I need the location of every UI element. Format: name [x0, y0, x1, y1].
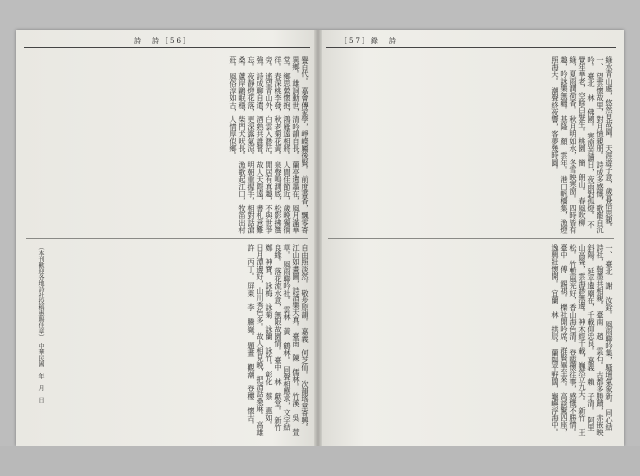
- left-header-rule: [24, 47, 310, 48]
- left-page: [16, 30, 318, 446]
- right-upper-text: 綠水青山處，悠然見故園。 天涯遊子意，歲暮倍思親。 一、 望雲懷故里，對月憶親朋。 詩成多感慨，歌罷自沉吟。 臺北 林 佛國。 寒窗苦讀日，夜雨對孤燈。 不覺年華老，空餘白髮生。 桃園 簡 朗山。 春風吹柳綠，夏雨潤荷香。 秋月明如水，冬雪映寒窗。 四時皆有趣，吟詠樂無疆。 基隆 顏 雲年。 港口帆檣集，漁燈照海天。 潮聲終夜響，客夢幾時圓。: [551, 56, 614, 234]
- left-upper-text: 譽百代。 嘉會傳家學，崢嶸屬後賢。 前度書香，飄零寄異鄉。 雄詞動世，清吟韻自長。 蘭亭遺墨在，風月滿華堂。 鄉思縈懷抱，鴻雁遠相將。 人間佳節近，歲晚獨徜徉。 春深桃李發，秋老菊花黃。 泉聲鳴澗底，松影拂簷旁。 遙望青山外，白雲入渺茫。 閒居有真趣，不與世爭強。 詩成聊自遣，酒熟共誰嘗。 故人天際遠，書札意難忘。 夜靜燈花落，更深露氣涼。 明朝重握手，相對話滄桑。 蘆岸鷗眠穩，柴門犬吠長。 漁歌起江口，牧笛出村莊。 風俗淳如古，人情厚似鄉。: [229, 56, 310, 234]
- left-page-header: 詩 詩［56］: [134, 37, 192, 45]
- left-footer-note: （本刊歡迎各地詩社投稿惠賜佳章） 中華民國 年 月 日: [37, 244, 44, 403]
- right-header-rule: [326, 47, 616, 48]
- right-divider: [328, 238, 614, 239]
- left-divider: [26, 238, 308, 239]
- book-gutter: [314, 30, 322, 446]
- right-page-header: ［57］錄 詩: [340, 37, 398, 45]
- right-lower-text: 一、 臺北 謝 汝銓。 風雨聯吟集，騷壇氣象新。 同心結詩社，翰墨共相親。 臺南 趙 雲石。 古都多勝蹟，赤嵌映斜陽。 延平遺廟在，千載仰忠良。 嘉義 賴 子清。 阿里山高聳，雲海渺無邊。 神木經千載，巍然立九天。 新竹 王 松。 竹塹風光好，香山海色清。 登臨懷往事，感慨不勝情。 臺中 傅 錫祺。 櫟社開吟席，群賢畢至來。 高談驚四座，逸興壯懷開。 宜蘭 林 拱辰。 蘭陽平野闊，龜嶼浮海中。: [551, 244, 614, 443]
- left-lower-text: 自由照淡然。 敬步原韻。 嘉義 何芝仙。 次韻瑤章寄興。 江山如畫圖，詩酒樂天真。 臺南 陳 儒林。 竹溪 吳 萱草。 風雨聯吟社。 雲林 黃 鶴林。 同聲相應求，文字結良緣。 落花流水意，無限故園情。 臺中 林 獻堂。 新竹 鄭 神寶。 詠梅 詠菊 詠蘭 詠竹。 彰化 蔡 惠如。 日月潭邊好，山川秀色多。 故人相見晚，把酒話桑麻。 高雄 許 丙丁。 屏東 李 騰嶽。 題畫 觀潮 登樓 懷古。: [247, 244, 310, 443]
- right-page: [318, 30, 624, 446]
- scan-background: [0, 446, 640, 476]
